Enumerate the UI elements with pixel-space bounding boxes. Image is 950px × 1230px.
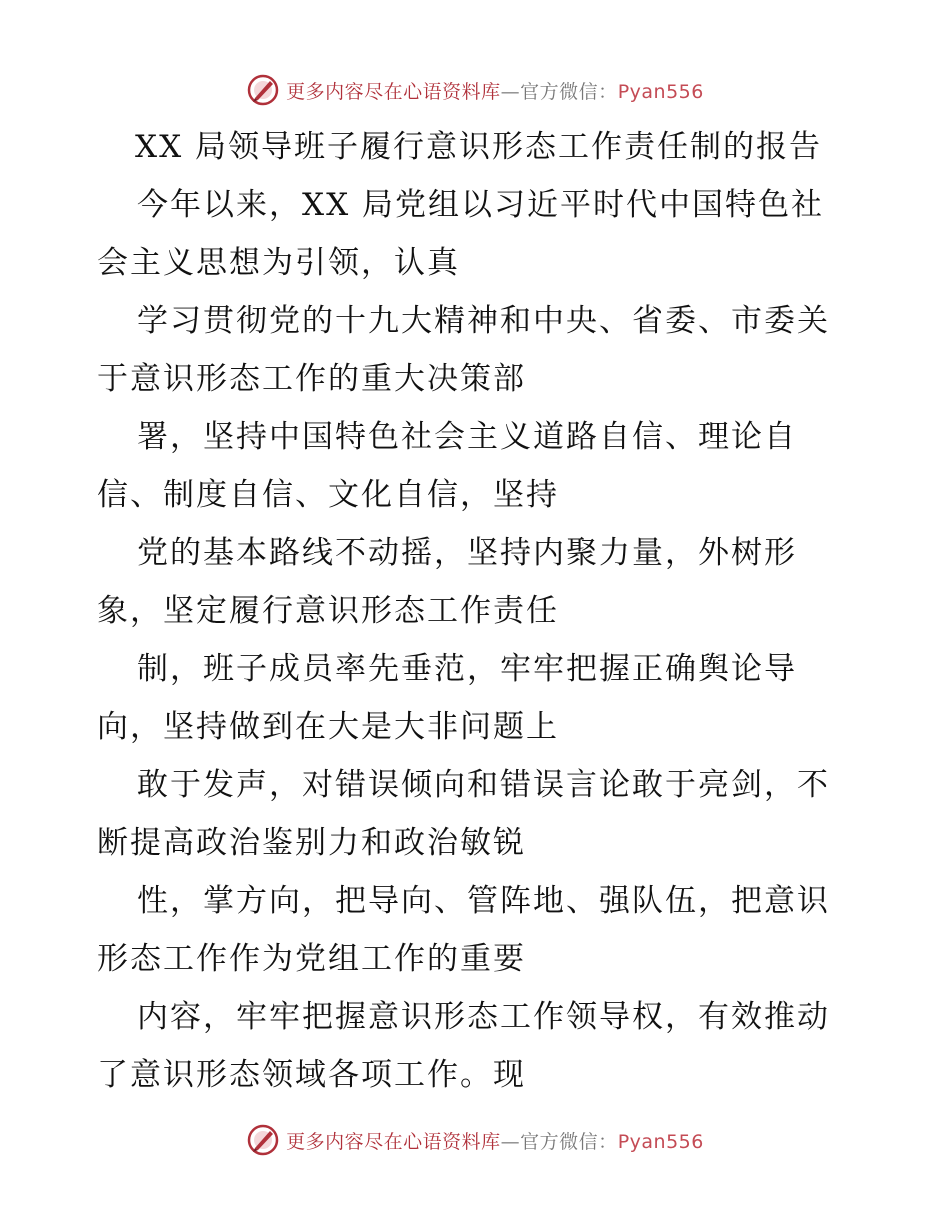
- paragraph-line: 今年以来，XX 局党组以习近平时代中国特色社: [137, 187, 824, 223]
- footer-watermark: [0, 1120, 950, 1160]
- quill-pen-logo-icon: [246, 73, 280, 107]
- paragraph-line: 断提高政治鉴别力和政治敏锐: [97, 825, 526, 861]
- document-title: XX 局领导班子履行意识形态工作责任制的报告: [135, 129, 822, 165]
- paragraph-line: 学习贯彻党的十九大精神和中央、省委、市委关: [137, 303, 830, 339]
- paragraph-line: 形态工作作为党组工作的重要: [97, 941, 526, 977]
- paragraph-line: 党的基本路线不动摇，坚持内聚力量，外树形: [137, 535, 797, 571]
- quill-pen-logo-icon: [246, 1123, 280, 1157]
- paragraph-line: 内容，牢牢把握意识形态工作领导权，有效推动: [137, 999, 830, 1035]
- paragraph-line: 信、制度自信、文化自信，坚持: [97, 477, 559, 513]
- paragraph-line: 向，坚持做到在大是大非问题上: [97, 709, 559, 745]
- watermark-text: 更多内容尽在心语资料库—官方微信：Pyan556: [286, 80, 704, 103]
- paragraph-line: 了意识形态领域各项工作。现: [97, 1057, 526, 1093]
- document-body: [97, 118, 877, 1104]
- paragraph-line: 制，班子成员率先垂范，牢牢把握正确舆论导: [137, 651, 797, 687]
- watermark-text: 更多内容尽在心语资料库—官方微信：Pyan556: [286, 1130, 704, 1153]
- paragraph-line: 会主义思想为引领，认真: [97, 245, 460, 281]
- header-watermark: [0, 70, 950, 110]
- paragraph-line: 署，坚持中国特色社会主义道路自信、理论自: [137, 419, 797, 455]
- paragraph-line: 敢于发声，对错误倾向和错误言论敢于亮剑，不: [137, 767, 830, 803]
- paragraph-line: 性，掌方向，把导向、管阵地、强队伍，把意识: [137, 883, 830, 919]
- paragraph-line: 象，坚定履行意识形态工作责任: [97, 593, 559, 629]
- paragraph-line: 于意识形态工作的重大决策部: [97, 361, 526, 397]
